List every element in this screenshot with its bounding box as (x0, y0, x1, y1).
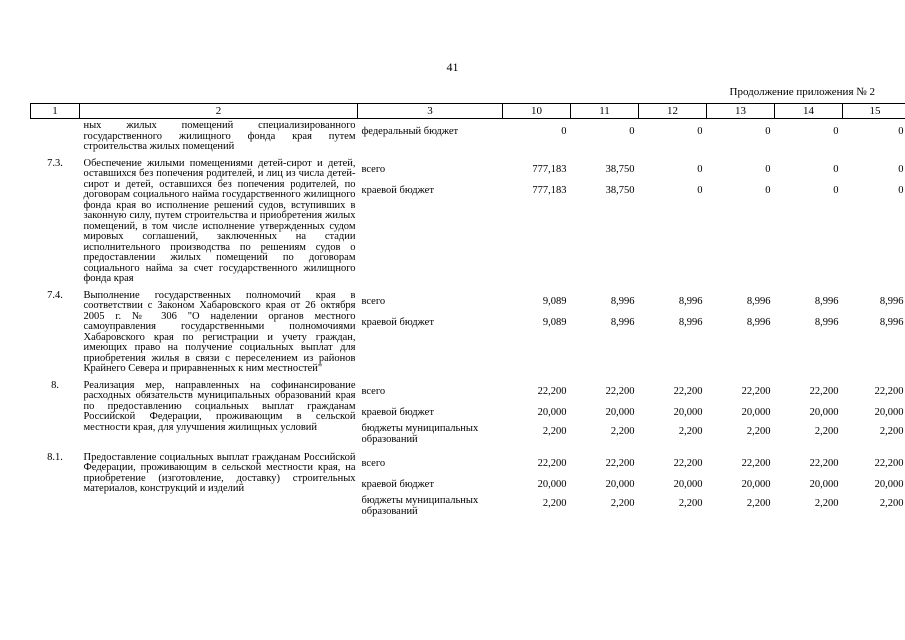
value: 2,200 (678, 425, 703, 437)
value: 8,996 (746, 316, 771, 328)
header-col-12: 12 (639, 104, 707, 119)
value: 22,200 (537, 385, 567, 397)
value: 0 (697, 184, 703, 196)
table-row (31, 453, 905, 519)
value: 2,200 (610, 425, 635, 437)
value: 8,996 (879, 316, 904, 328)
header-col-15: 15 (843, 104, 905, 119)
value-cell (707, 453, 775, 519)
funding-sources (358, 453, 503, 519)
value-cell (503, 119, 571, 153)
value-cell (707, 381, 775, 447)
value: 8,996 (814, 316, 839, 328)
value: 20,000 (673, 406, 703, 418)
funding-source-label: бюджеты муниципальных образований (361, 494, 479, 517)
value: 22,200 (741, 457, 771, 469)
value-cell (843, 119, 905, 153)
value: 38,750 (605, 163, 635, 175)
value: 2,200 (610, 497, 635, 509)
row-number: 8. (51, 379, 59, 391)
table-row (31, 159, 905, 285)
funding-sources (358, 119, 503, 153)
value: 8,996 (610, 316, 635, 328)
value: 22,200 (741, 385, 771, 397)
value: 38,750 (605, 184, 635, 196)
header-col-11: 11 (571, 104, 639, 119)
value-cell (571, 291, 639, 375)
value: 0 (833, 126, 839, 137)
funding-source-label: всего (361, 295, 386, 307)
value-cell (639, 291, 707, 375)
value: 0 (833, 184, 839, 196)
value-cell (843, 291, 905, 375)
value-cell (639, 159, 707, 285)
value-cell (707, 159, 775, 285)
value-cell (843, 159, 905, 285)
value-cell (639, 381, 707, 447)
table-row (31, 381, 905, 447)
value: 2,200 (814, 425, 839, 437)
value: 20,000 (741, 478, 771, 490)
funding-source-label: краевой бюджет (361, 478, 434, 490)
value: 2,200 (879, 497, 904, 509)
header-col-1: 1 (31, 104, 80, 119)
value: 22,200 (605, 457, 635, 469)
header-col-3: 3 (358, 104, 503, 119)
value-cell (775, 291, 843, 375)
value: 22,200 (874, 385, 904, 397)
value: 0 (697, 163, 703, 175)
value: 20,000 (741, 406, 771, 418)
value-cell (639, 453, 707, 519)
funding-sources (358, 291, 503, 375)
header-col-14: 14 (775, 104, 843, 119)
value: 0 (898, 126, 904, 137)
value: 8,996 (814, 295, 839, 307)
table-header (31, 104, 905, 119)
funding-source-label: краевой бюджет (361, 184, 434, 196)
value: 9,089 (542, 295, 567, 307)
header-col-10: 10 (503, 104, 571, 119)
program-table (30, 103, 905, 519)
funding-source-label: всего (361, 385, 386, 397)
value-cell (775, 159, 843, 285)
funding-source-label: всего (361, 163, 386, 175)
value: 2,200 (678, 497, 703, 509)
value: 8,996 (746, 295, 771, 307)
value: 2,200 (542, 497, 567, 509)
value-cell (503, 291, 571, 375)
table-body (31, 119, 905, 519)
row-description: Реализация мер, направленных на софинансирование расходных обязательств муниципальных образований края по предоставлению социальных выплат гражданам Российской Федерации, проживающим в сельской местности края, для улучшения жилищных условий (83, 379, 356, 433)
value: 22,200 (809, 457, 839, 469)
value: 0 (898, 163, 904, 175)
value-cell (843, 453, 905, 519)
funding-source-label: краевой бюджет (361, 406, 434, 418)
value-cell (707, 119, 775, 153)
value: 0 (765, 184, 771, 196)
value: 8,996 (678, 295, 703, 307)
row-number: 7.3. (47, 157, 63, 169)
value: 8,996 (879, 295, 904, 307)
value-cell (571, 119, 639, 153)
value-cell (571, 159, 639, 285)
row-description: ных жилых помещений специализированного государственного жилищного фонда края путем строительства жилых помещений (83, 120, 356, 152)
value: 2,200 (542, 425, 567, 437)
value: 2,200 (746, 425, 771, 437)
page-number: 41 (446, 60, 459, 74)
value-cell (503, 381, 571, 447)
value: 0 (898, 184, 904, 196)
value: 0 (765, 163, 771, 175)
value-cell (503, 159, 571, 285)
value-cell (639, 119, 707, 153)
value: 0 (765, 126, 771, 137)
value-cell (707, 291, 775, 375)
row-description: Выполнение государственных полномочий края в соответствии с Законом Хабаровского края от 26 октября 2005 г. № 306 "О наделении органов местного самоуправления государственными полномочиями Хабаровского края по регистрации и учету граждан, имеющих право на получение социальных выплат для приобретения жилья в связи с переселением из районов Крайнего Севера и приравненных к ним местностей" (83, 289, 356, 374)
row-number (31, 119, 80, 153)
funding-source-label: бюджеты муниципальных образований (361, 422, 479, 445)
row-number: 7.4. (47, 289, 63, 301)
value: 22,200 (874, 457, 904, 469)
header-col-2: 2 (80, 104, 358, 119)
value: 777,183 (532, 163, 567, 175)
value: 22,200 (673, 457, 703, 469)
row-description: Обеспечение жилыми помещениями детей-сирот и детей, оставшихся без попечения родителей, и лиц из числа детей-сирот и детей, оставшихся без попечения родителей, по договорам социального найма государственного жилищного фонда края во исполнение решений судов, вступивших в законную силу, путем строительства и приобретения жилых помещений, в том числе исполнение утвержденных судом мировых соглашений, заключенных на стадии исполнительного производства по решениям судов о предоставлении жилых помещений по договорам социального найма за счет государственного жилищного фонда края (83, 157, 356, 284)
funding-sources (358, 381, 503, 447)
value: 0 (629, 126, 635, 137)
value-cell (775, 453, 843, 519)
value-cell (775, 119, 843, 153)
funding-source-label: краевой бюджет (361, 316, 434, 328)
row-number: 8.1. (47, 451, 63, 463)
value: 20,000 (605, 478, 635, 490)
funding-sources (358, 159, 503, 285)
value: 20,000 (874, 478, 904, 490)
value: 22,200 (673, 385, 703, 397)
row-description: Предоставление социальных выплат гражданам Российской Федерации, проживающим в сельской местности края, на приобретение (изготовление, доставку) строительных материалов, конструкций и изделий (83, 451, 356, 494)
funding-source-label: федеральный бюджет (361, 126, 459, 137)
value-cell (775, 381, 843, 447)
value: 2,200 (879, 425, 904, 437)
value: 0 (833, 163, 839, 175)
table-row (31, 119, 905, 153)
value: 20,000 (605, 406, 635, 418)
value: 2,200 (746, 497, 771, 509)
value: 777,183 (532, 184, 567, 196)
value: 20,000 (874, 406, 904, 418)
value: 22,200 (809, 385, 839, 397)
value-cell (843, 381, 905, 447)
value: 0 (697, 126, 703, 137)
value: 20,000 (809, 406, 839, 418)
value: 8,996 (678, 316, 703, 328)
value-cell (503, 453, 571, 519)
value: 8,996 (610, 295, 635, 307)
continuation-note: Продолжение приложения № 2 (729, 86, 875, 98)
value-cell (571, 381, 639, 447)
value: 22,200 (605, 385, 635, 397)
value: 20,000 (673, 478, 703, 490)
value: 20,000 (537, 478, 567, 490)
header-col-13: 13 (707, 104, 775, 119)
value: 0 (561, 126, 567, 137)
table-row (31, 291, 905, 375)
funding-source-label: всего (361, 457, 386, 469)
value: 20,000 (537, 406, 567, 418)
value-cell (571, 453, 639, 519)
value: 2,200 (814, 497, 839, 509)
value: 22,200 (537, 457, 567, 469)
value: 20,000 (809, 478, 839, 490)
value: 9,089 (542, 316, 567, 328)
